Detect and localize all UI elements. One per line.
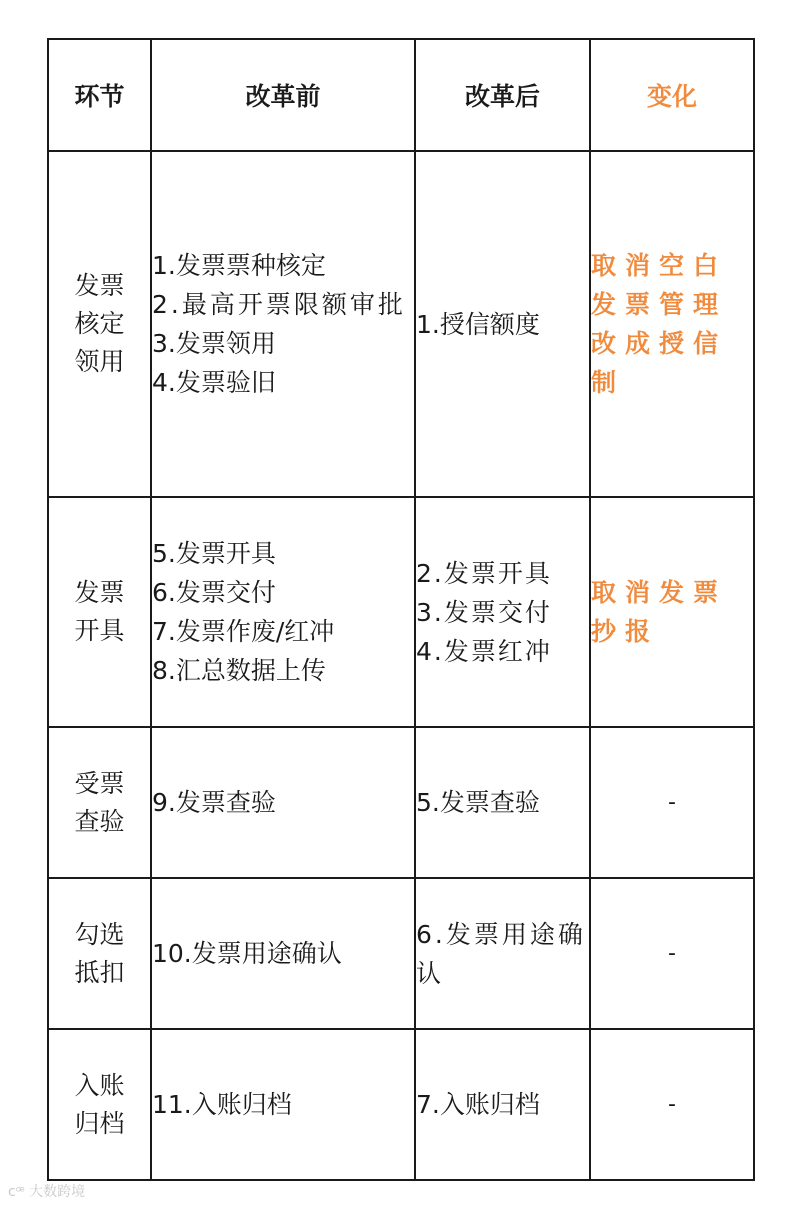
before-cell bbox=[151, 1029, 415, 1180]
after-item: 3.发票交付 bbox=[416, 597, 552, 627]
after-item: 1.授信额度 bbox=[416, 309, 540, 339]
before-item: 10.发票用途确认 bbox=[152, 939, 342, 968]
stage-cell bbox=[48, 727, 151, 878]
before-item: 5.发票开具 bbox=[152, 539, 276, 568]
change-text: 抄报 bbox=[591, 617, 660, 646]
change-text: 取消空白 bbox=[591, 251, 728, 280]
before-item: 6.发票交付 bbox=[152, 578, 276, 607]
before-item: 9.发票查验 bbox=[152, 788, 276, 817]
watermark-text: 大数跨境 bbox=[29, 1184, 86, 1200]
after-item: 2.发票开具 bbox=[416, 558, 552, 588]
stage-text: 归档 bbox=[74, 1108, 125, 1138]
stage-text: 受票 bbox=[74, 768, 125, 798]
header-stage: 环节 bbox=[48, 39, 151, 151]
before-item: 7.发票作废/红冲 bbox=[152, 617, 335, 646]
after-cell bbox=[415, 151, 590, 497]
before-item: 8.汇总数据上传 bbox=[152, 656, 326, 685]
change-text: 制 bbox=[591, 368, 626, 397]
before-item: 11.入账归档 bbox=[152, 1090, 292, 1119]
before-cell bbox=[151, 497, 415, 727]
change-cell: - bbox=[590, 878, 754, 1029]
table-row bbox=[48, 497, 754, 727]
stage-text: 抵扣 bbox=[74, 957, 125, 987]
change-text: 取消发票 bbox=[591, 578, 728, 607]
stage-cell bbox=[48, 151, 151, 497]
after-cell bbox=[415, 727, 590, 878]
change-text: 改成授信 bbox=[591, 329, 728, 358]
stage-cell bbox=[48, 497, 151, 727]
watermark-logo-icon: ᴄꟹ bbox=[8, 1184, 25, 1200]
before-cell bbox=[151, 151, 415, 497]
stage-text: 开具 bbox=[74, 616, 125, 645]
table-row bbox=[48, 151, 754, 497]
before-item: 4.发票验旧 bbox=[152, 368, 276, 397]
change-cell: - bbox=[590, 1029, 754, 1180]
change-text: 发票管理 bbox=[591, 290, 728, 319]
stage-text: 领用 bbox=[74, 347, 125, 376]
stage-text: 发票 bbox=[74, 578, 125, 607]
after-cell bbox=[415, 1029, 590, 1180]
stage-cell bbox=[48, 1029, 151, 1180]
stage-text: 入账 bbox=[74, 1070, 125, 1100]
after-cell bbox=[415, 497, 590, 727]
stage-text: 核定 bbox=[74, 309, 125, 338]
before-cell bbox=[151, 727, 415, 878]
stage-text: 勾选 bbox=[74, 919, 125, 949]
change-cell bbox=[590, 497, 754, 727]
after-item: 7.入账归档 bbox=[416, 1090, 540, 1119]
after-item: 4.发票红冲 bbox=[416, 636, 552, 666]
comparison-table bbox=[47, 38, 755, 1181]
header-before: 改革前 bbox=[151, 39, 415, 151]
header-change: 变化 bbox=[590, 39, 754, 151]
header-row bbox=[48, 39, 754, 151]
before-item: 2.最高开票限额审批 bbox=[152, 290, 406, 319]
stage-text: 查验 bbox=[74, 806, 125, 836]
before-item: 1.发票票种核定 bbox=[152, 251, 326, 280]
watermark bbox=[8, 1181, 85, 1201]
table-row bbox=[48, 727, 754, 878]
after-cell bbox=[415, 878, 590, 1029]
change-cell: - bbox=[590, 727, 754, 878]
header-after: 改革后 bbox=[415, 39, 590, 151]
table-row bbox=[48, 878, 754, 1029]
before-item: 3.发票领用 bbox=[152, 329, 276, 358]
after-item: 5.发票查验 bbox=[416, 788, 540, 817]
stage-text: 发票 bbox=[74, 271, 125, 300]
stage-cell bbox=[48, 878, 151, 1029]
table-row bbox=[48, 1029, 754, 1180]
after-item: 6.发票用途确认 bbox=[416, 919, 586, 988]
change-cell bbox=[590, 151, 754, 497]
before-cell bbox=[151, 878, 415, 1029]
